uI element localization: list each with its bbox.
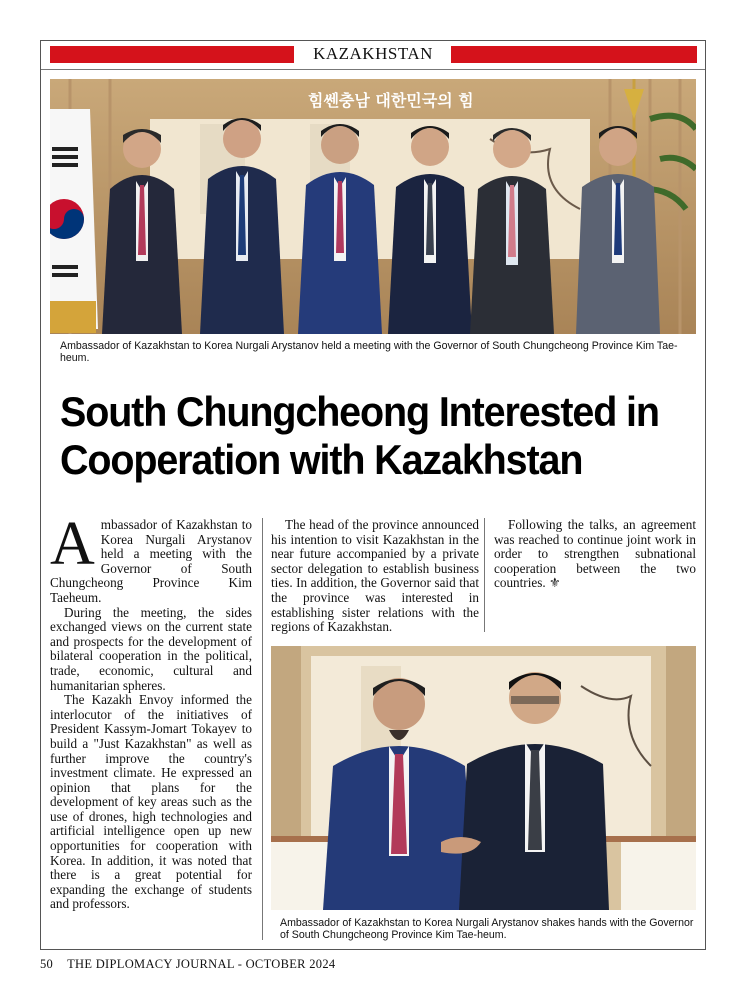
column-rule-2 (484, 518, 485, 632)
drop-cap: A (50, 510, 95, 578)
header-rule (41, 69, 705, 70)
column-rule-1 (262, 518, 263, 940)
article-paragraph-4: The head of the province announced his intention to visit Kazakhstan in the near future accompanied by a private sector delegation to establish business ties. In addition, the Governor said that the province was interested in establishing sister relations with the regions of Kazakhstan. (271, 517, 479, 635)
header-red-bar-left (50, 46, 294, 63)
page-number: 50 (40, 957, 54, 971)
bottom-photo-caption: Ambassador of Kazakhstan to Korea Nurgali Arystanov shakes hands with the Governor of South Chungcheong Province Kim Tae-heum. (280, 917, 694, 941)
publication-name: THE DIPLOMACY JOURNAL - OCTOBER 2024 (67, 957, 336, 971)
header-red-bar-right (451, 46, 697, 63)
article-column-1 (50, 510, 252, 912)
article-column-3 (494, 518, 696, 591)
headline: South Chungcheong Interested in Cooperation with Kazakhstan (60, 388, 659, 483)
bottom-photo (271, 646, 696, 910)
section-label: KAZAKHSTAN (313, 44, 433, 63)
top-photo-caption: Ambassador of Kazakhstan to Korea Nurgali Arystanov held a meeting with the Governor of South Chungcheong Province Kim Tae-heum. (60, 340, 678, 364)
article-paragraph-2: During the meeting, the sides exchanged views on the current state and prospects for the development of bilateral cooperation in the political, trade, economic, cultural and humanitarian spheres. (50, 604, 252, 693)
article-paragraph-3: The Kazakh Envoy informed the interlocutor of the initiatives of President Kassym-Jomart Tokayev to build a "Just Kazakhstan" as well as further improve the country's investment climate. He expressed an opinion that plans for the development of key areas such as the use of drones, high technologies and artificial intelligence open up new opportunities for cooperation with Korea. In addition, it was noted that there is a great potential for expanding the exchange of students and professors. (50, 692, 252, 912)
article-paragraph-5: Following the talks, an agreement was reached to continue joint work in order to strengthen subnational cooperation between the two countries. ⚜ (494, 517, 696, 591)
article-paragraph-1: Ambassador of Kazakhstan to Korea Nurgali Arystanov held a meeting with the Governor of South Chungcheong Province Kim Taeheum. (50, 510, 252, 605)
banner-text: 힘쎈충남 대한민국의 힘 (308, 91, 474, 110)
article-column-2 (271, 518, 479, 635)
handshake-photo-illustration (271, 646, 696, 910)
end-mark-icon: ⚜ (548, 575, 561, 591)
group-photo-illustration (50, 79, 696, 334)
top-photo (50, 79, 696, 334)
page-footer (40, 957, 335, 972)
